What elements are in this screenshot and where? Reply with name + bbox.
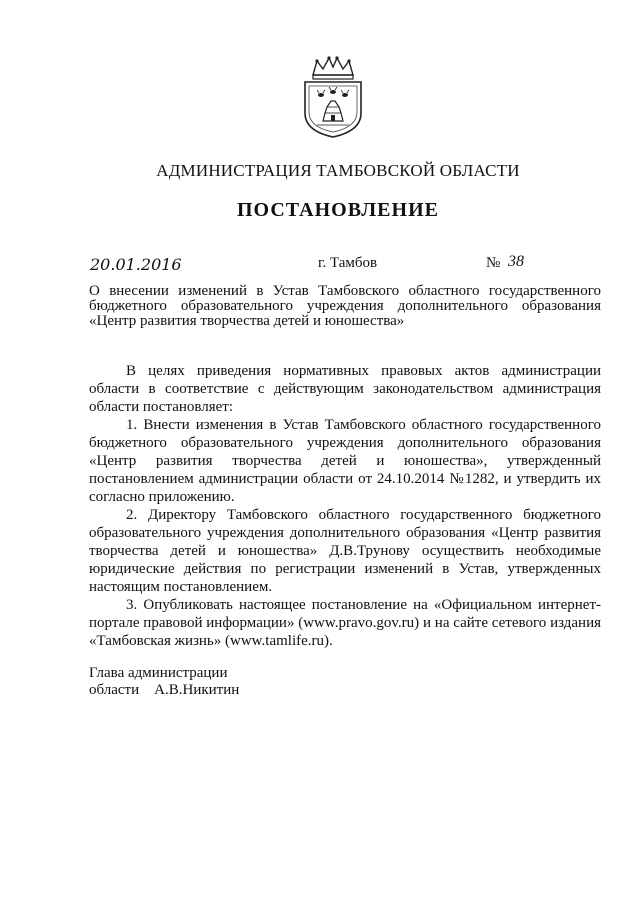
coat-of-arms-icon bbox=[299, 55, 367, 139]
organization-title: АДМИНИСТРАЦИЯ ТАМБОВСКОЙ ОБЛАСТИ bbox=[156, 161, 520, 180]
item-paragraph-2: 2. Директору Тамбовского областного государственного бюджетного образовательного учреждения дополнительного образования «Центр развития творчества детей и юношества» Д.В.Трунову осуществить необходимые юридические действия по регистрации изменений в Устав, утвержденных настоящим постановлением. bbox=[89, 507, 601, 595]
signature-title-region: области bbox=[89, 682, 140, 698]
document-number: 38 bbox=[508, 253, 524, 270]
document-body bbox=[89, 362, 601, 650]
document-subject: О внесении изменений в Устав Тамбовского областного государственного бюджетного образовательного учреждения дополнительного образования «Центр развития творчества детей и юношества» bbox=[89, 283, 601, 329]
document-date: 20.01.2016 bbox=[90, 255, 182, 274]
signature-block bbox=[89, 665, 239, 699]
item-paragraph-3: 3. Опубликовать настоящее постановление на «Официальном интернет-портале правовой информации» (www.pravo.gov.ru) и на сайте сетевого издания «Тамбовская жизнь» (www.tamlife.ru). bbox=[89, 597, 601, 649]
signature-title-line1: Глава администрации bbox=[89, 665, 228, 681]
document-city: г. Тамбов bbox=[318, 255, 378, 271]
signature-title-line2 bbox=[89, 682, 239, 699]
signature-name: А.В.Никитин bbox=[154, 682, 240, 698]
item-paragraph-1: 1. Внести изменения в Устав Тамбовского областного государственного бюджетного образовательного учреждения дополнительного образования «Центр развития творчества детей и юношества», утвержденный постановлением администрации области от 24.10.2014 №1282, и утвердить их согласно приложению. bbox=[89, 417, 601, 505]
document-number-label: № bbox=[486, 255, 501, 271]
preamble-paragraph: В целях приведения нормативных правовых актов администрации области в соответствие с действующим законодательством администрация области постановляет: bbox=[89, 363, 601, 415]
document-type-title: ПОСТАНОВЛЕНИЕ bbox=[237, 199, 439, 221]
